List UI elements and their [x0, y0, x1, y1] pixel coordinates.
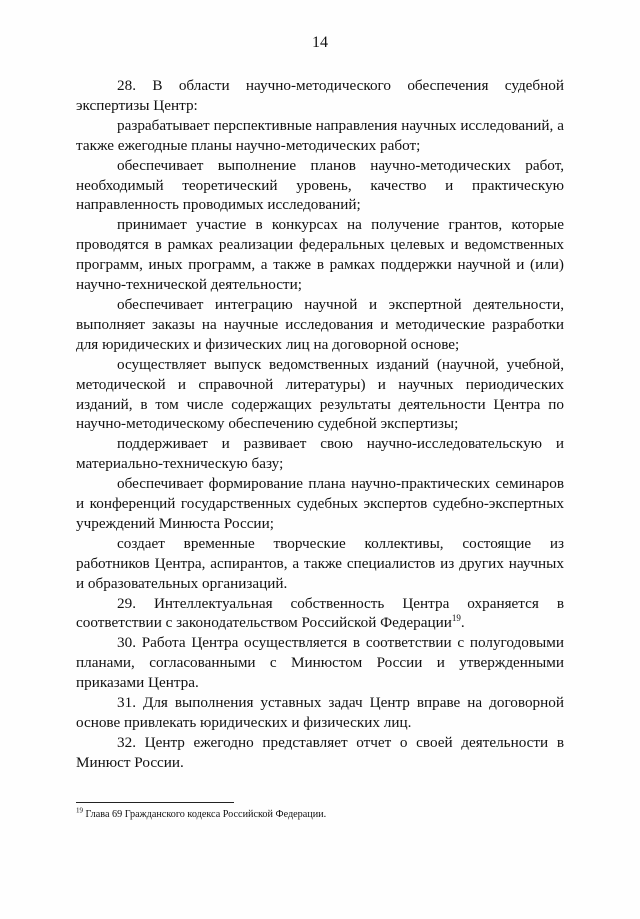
paragraph-29-text: 29. Интеллектуальная собственность Центра охраняется в соответствии с законодательством Российской Федерации — [76, 594, 564, 632]
paragraph-item: осуществляет выпуск ведомственных изданий (научной, учебной, методической и справочной литературы) и научных периодических изданий, в том числе содержащих результаты деятельности Центра по научно-методическому обеспечению судебной экспертизы; — [76, 355, 564, 433]
footnote-number: 19 — [76, 806, 83, 815]
footnote-divider — [76, 802, 234, 803]
page-number: 14 — [312, 34, 328, 51]
footnote-reference[interactable]: 19 — [451, 613, 461, 624]
document-body — [76, 76, 564, 773]
paragraph-item: разрабатывает перспективные направления научных исследований, а также ежегодные планы научно-методических работ; — [76, 116, 564, 154]
paragraph-30: 30. Работа Центра осуществляется в соответствии с полугодовыми планами, согласованными с Минюстом России и утвержденными приказами Центра. — [76, 634, 564, 692]
paragraph-item: обеспечивает интеграцию научной и экспертной деятельности, выполняет заказы на научные исследования и методические разработки для юридических и физических лиц на договорной основе; — [76, 295, 564, 353]
paragraph-item: обеспечивает формирование плана научно-практических семинаров и конференций государственных судебных экспертов судебно-экспертных учреждений Минюста России; — [76, 475, 564, 532]
footnote-text: Глава 69 Гражданского кодекса Российской Федерации. — [83, 809, 327, 820]
paragraph-item: создает временные творческие коллективы, состоящие из работников Центра, аспирантов, а также специалистов из других научных и образовательных организаций. — [76, 534, 564, 592]
paragraph-item: принимает участие в конкурсах на получение грантов, которые проводятся в рамках реализации федеральных целевых и ведомственных программ, иных программ, а также в рамках поддержки научной и (или) научно-технической деятельности; — [76, 216, 564, 294]
footnote — [76, 806, 564, 820]
paragraph-31: 31. Для выполнения уставных задач Центр вправе на договорной основе привлекать юридических и физических лиц. — [76, 694, 564, 731]
paragraph-item: поддерживает и развивает свою научно-исследовательскую и материально-техническую базу; — [76, 435, 564, 473]
paragraph-29-end: . — [460, 614, 465, 632]
paragraph-29 — [76, 594, 564, 634]
paragraph-item: обеспечивает выполнение планов научно-методических работ, необходимый теоретический уровень, качество и практическую направленность проводимых исследований; — [76, 156, 564, 214]
paragraph-32: 32. Центр ежегодно представляет отчет о своей деятельности в Минюст России. — [76, 733, 564, 771]
paragraph-28-heading: 28. В области научно-методического обеспечения судебной экспертизы Центр: — [76, 77, 564, 114]
